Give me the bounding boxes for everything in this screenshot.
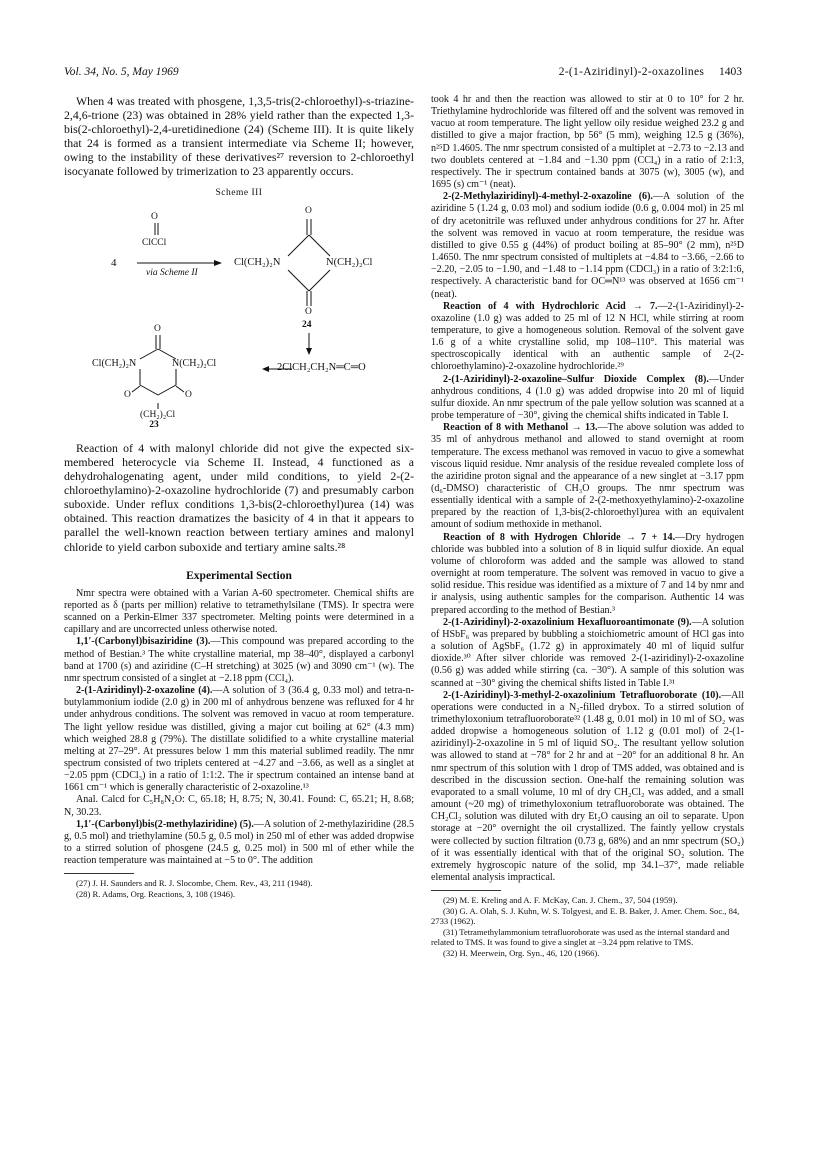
- procedure-so2-complex: [431, 374, 744, 423]
- procedure-3-heading: 1,1′-(Carbonyl)bisaziridine (3).: [76, 636, 211, 648]
- phosgene-oxygen: O: [151, 211, 158, 222]
- procedure-6-body: —A solution of the aziridine 5 (1.24 g, 0.03 mol) and sodium iodide (0.6 g, 0.004 mol) in 25 ml of dry acetonitrile was refluxed under anhydrous conditions for 27 hr. After the solvent was removed in vacuo at room temperature, the residue was distilled to give 0.55 g (44%) of product boiling at 85–90° (2 mm), n²⁵D 1.4650. The nmr spectrum consisted of multiplets at −4.84 to −3.66, −2.66 to −2.20, −2.05 to −1.90, and −1.48 to −1.14 ppm (CDCl₃) in a ratio of 3:2:1:6, respectively. A characteristic band for OC═N¹³ was observed at 1656 cm⁻¹ (neat).: [431, 191, 744, 300]
- footnote-27: (27) J. H. Saunders and R. J. Slocombe, Chem. Rev., 43, 211 (1948).: [76, 878, 313, 889]
- running-header-article-title: 2-(1-Aziridinyl)-2-oxazolines: [558, 66, 705, 78]
- uretidinedione-right-substituent: N(CH₂)₂Cl: [326, 256, 373, 268]
- procedure-methanol-heading: Reaction of 8 with Methanol → 13.: [443, 422, 598, 434]
- running-header-journal: Vol. 34, No. 5, May 1969: [64, 66, 179, 78]
- footnote-31: (31) Tetramethylammonium tetrafluoroborate was used as the internal standard and related to TMS. It was found to give a singlet at −3.24 ppm relative to TMS.: [431, 926, 730, 948]
- compound-24-label: 24: [302, 319, 312, 330]
- footnote-32: (32) H. Meerwein, Org. Syn., 46, 120 (1966).: [443, 947, 600, 958]
- intro-paragraph-2: Reaction of 4 with malonyl chloride did not give the expected six-membered heterocycle via Scheme II. Instead, 4 functioned as a dehydrohalogenating agent, under mild conditions, to yield 2-(2-chloroethylamino)-2-oxazoline hydrochloride (7) and presumably carbon suboxide. Under reflux conditions 1,3-bis(2-chloroethyl)urea (14) was obtained. This reaction dramatizes the basicity of 4 in that it appears to parallel the well-known reaction between tertiary amines and malonyl chloride to yield carbon suboxide and tertiary amine salts.²⁸: [64, 440, 414, 554]
- procedure-compound-3: [64, 636, 414, 685]
- procedure-4-heading: 2-(1-Aziridinyl)-2-oxazoline (4).: [76, 685, 213, 697]
- procedure-9-heading: 2-(1-Aziridinyl)-2-oxazolinium Hexafluoroantimonate (9).: [443, 616, 692, 628]
- procedure-compound-4: [64, 685, 414, 794]
- procedure-5-body: —A solution of 2-methylaziridine (28.5 g, 0.5 mol) and triethylamine (50.5 g, 0.5 mol) in 250 ml of ether was added dropwise to a stirred solution of phosgene (24.5 g, 0.25 mol) in 500 ml of ether while the reaction temperature was maintained at −5 to 0°. The addition: [64, 818, 414, 867]
- footnote-rule-left: [64, 873, 134, 874]
- page-number: 1403: [719, 66, 742, 78]
- isocyanate-label: 2ClCH₂CH₂N═C═O: [277, 361, 366, 373]
- uretidinedione-oxygen-top: O: [305, 205, 312, 216]
- scheme-iii-diagram: [64, 203, 414, 420]
- triazine-oxygen-right: O: [185, 389, 192, 400]
- uretidinedione-oxygen-bottom: O: [305, 306, 312, 317]
- procedure-hcl-heading: Reaction of 4 with Hydrochloric Acid → 7.: [443, 300, 658, 312]
- procedure-10-heading: 2-(1-Aziridinyl)-3-methyl-2-oxazolinium Tetrafluoroborate (10).: [443, 689, 722, 701]
- procedure-6-heading: 2-(2-Methylaziridinyl)-4-methyl-2-oxazoline (6).: [443, 191, 653, 203]
- procedure-5-heading: 1,1′-(Carbonyl)bis(2-methylaziridine) (5).: [76, 818, 254, 830]
- phosgene-reagent: ClCCl: [142, 237, 167, 248]
- footnote-29: (29) M. E. Kreling and A. F. McKay, Can. J. Chem., 37, 504 (1959).: [443, 895, 678, 906]
- elemental-analysis: Anal. Calcd for C₅H₈N₂O: C, 65.18; H, 8.75; N, 30.41. Found: C, 65.21; H, 8.68; N, 30.23.: [64, 794, 414, 818]
- uretidinedione-left-substituent: Cl(CH₂)₂N: [234, 256, 281, 268]
- scheme-title: Scheme III: [215, 187, 263, 198]
- running-header-title: [559, 66, 742, 78]
- triazine-oxygen-left: O: [124, 389, 131, 400]
- procedure-9-body: —A solution of HSbF₆ was prepared by bubbling a stoichiometric amount of HCl gas into a solution of AgSbF₆ (1.72 g) in approximately 40 ml of liquid sulfur dioxide.³⁰ After silver chloride was removed 2-(1-aziridinyl)-2-oxazoline (0.56 g) was added while stirring (ca. −30°). A sample of this solution was scanned at −30° giving the chemical shifts listed in Table I.³¹: [431, 616, 744, 689]
- triazine-oxygen-top: O: [154, 323, 161, 334]
- procedure-compound-10: [431, 690, 744, 885]
- procedure-methanol-body: —The above solution was added to 35 ml of anhydrous methanol and allowed to stand overnight at room temperature. The excess methanol was removed in vacuo to give a somewhat viscous liquid residue. Nmr analysis of the residue revealed complete loss of the aziridine proton signal and the appearance of a new singlet at −3.17 ppm (d₆-DMSO) characteristic of CH₃O groups. The nmr spectrum was essentially identical with a sample of 2-(2-methoxyethylamino)-2-oxazoline prepared by the reaction of 1,3-bis(2-chloroethyl)urea with an equivalent amount of sodium methoxide in methanol.: [431, 422, 744, 531]
- footnote-rule-right: [431, 890, 501, 891]
- via-scheme-ii: via Scheme II: [146, 267, 198, 278]
- intro-paragraph-1: When 4 was treated with phosgene, 1,3,5-tris(2-chloroethyl)-s-triazine-2,4,6-trione (23) was obtained in 28% yield rather than the expected 1,3-bis(2-chloroethyl)-2,4-uretidinedione (24) (Scheme III). It is quite likely that 24 is formed as a transient intermediate via Scheme II; however, owing to the instability of these derivatives²⁷ reversion to 2-chloroethyl isocyanate followed by trimerization to 23 apparently occurs.: [64, 94, 414, 179]
- experimental-section-title: Experimental Section: [186, 569, 292, 582]
- procedure-5-continued: took 4 hr and then the reaction was allowed to stir at 0 to 10° for 2 hr. Triethylamine hydrochloride was filtered off and the solvent was removed in vacuo at room temperature. The light yellow oily residue weighed 23.2 g and distilled to give a major fraction, bp 56° (5 mm), weighing 12.5 g (36%), n²⁵D 1.4605. The nmr spectrum consisted of a multiplet at −2.73 to −2.13 and two doublets centered at −1.84 and −1.30 ppm (CCl₄) in a ratio of 2:1:3, respectively. The ir spectrum contained bands at 3075 (w), 3005 (w), and 1695 (s) cm⁻¹ (neat).: [431, 94, 744, 191]
- procedure-compound-5: [64, 819, 414, 868]
- compound-23-wrap: [64, 419, 414, 431]
- procedure-so2-heading: 2-(1-Aziridinyl)-2-oxazoline–Sulfur Dioxide Complex (8).: [443, 373, 709, 385]
- procedure-hcl-reaction: [431, 301, 744, 374]
- procedure-compound-9: [431, 617, 744, 690]
- experimental-intro: Nmr spectra were obtained with a Varian A-60 spectrometer. Chemical shifts are reported as δ (parts per million) relative to tetramethylsilane (TMS). Ir spectra were scanned on a Perkin-Elmer 337 spectrometer. Melting points were determined in a capillary and are uncorrected unless otherwise noted.: [64, 587, 414, 636]
- triazine-right-substituent: N(CH₂)₂Cl: [172, 357, 217, 369]
- procedure-4-body: —A solution of 3 (36.4 g, 0.33 mol) and tetra-n-butylammonium iodide (2.0 g) in 200 ml of anhydrous benzene was refluxed for 4 hr under anhydrous conditions. The solvent was removed in vacuo at room temperature. The light yellow residue was distilled, giving a major cut boiling at 62° (4.3 mm) which weighed 28.8 g (79%). The distillate solidified to a white crystalline material melting at 27–29°. At pressures below 1 mm this material sublimed readily. The nmr spectrum consisted of two triplets centered at −4.27 and −3.66, as well as a singlet at −2.05 ppm (CDCl₃) in a ratio of 1:1:2. The ir spectrum contained an intense band at 1661 cm⁻¹ which is generally characteristic of 2-oxazoline.¹³: [64, 685, 414, 794]
- procedure-hydrogen-chloride-heading: Reaction of 8 with Hydrogen Chloride → 7 + 14.: [443, 531, 676, 543]
- procedure-3-body: —This compound was prepared according to the method of Bestian.³ The white crystalline material, mp 38–40°, displayed a carbonyl band at 1700 (s) and aziridine (C–H stretching) at 3025 (w) and 3090 cm⁻¹ (w). The nmr spectrum consisted of a singlet at −2.18 ppm (CCl₄).: [64, 636, 414, 684]
- procedure-hydrogen-chloride: [431, 532, 744, 617]
- triazine-left-substituent: Cl(CH₂)₂N: [92, 357, 137, 369]
- procedure-so2-body: —Under anhydrous conditions, 4 (1.0 g) was added dropwise into 20 ml of liquid sulfur dioxide. An nmr spectrum of the pale yellow solution was scanned at a probe temperature of −30°, giving the chemical shifts indicated in Table I.: [431, 373, 744, 422]
- compound-23-label: 23: [149, 419, 159, 430]
- procedure-methanol-reaction: [431, 422, 744, 531]
- right-column: [431, 94, 744, 958]
- triazine-bottom-substituent: (CH₂)₂Cl: [140, 409, 176, 420]
- footnote-30: (30) G. A. Olah, S. J. Kuhn, W. S. Tolgyesi, and E. B. Baker, J. Amer. Chem. Soc., 84, 2733 (1962).: [431, 905, 740, 927]
- procedure-10-body: —All operations were conducted in a N₂-filled drybox. To a stirred solution of trimethyloxonium tetrafluoroborate³² (1.48 g, 0.01 mol) in 10 ml of SO₂ was added dropwise a homogeneous solution of 1.12 g (0.01 mol) of 2-(1-aziridinyl)-2-oxazoline in 5 ml of liquid SO₂. The resultant yellow solution was allowed to stand at −78° for 2 hr and at −20° for an additional 8 hr. An nmr spectrum of this solution with 1 drop of TMS added, was obtained and is described in the discussion section. One-half the remaining solution was evaporated to a small volume, 10 ml of dry CH₂Cl₂ was added, and a small amount (~20 mg) of trimethyloxonium tetrafluoroborate was obtained. The CH₂Cl₂ solution was diluted with dry Et₂O causing an oil to separate. Upon storage at −20° overnight the oil crystallized. The faintly yellow crystals were collected by suction filtration (0.73 g, 68%) and an nmr spectrum (SO₂) of it was essentially identical with that of the original SO₂ solution. The extremely hygroscopic nature of the solid, mp 34.1–37°, made reliable elemental analysis impractical.: [431, 689, 744, 883]
- scheme-bonds: [64, 203, 414, 417]
- compound-4-label: 4: [111, 256, 117, 269]
- footnote-28: (28) R. Adams, Org. Reactions, 3, 108 (1946).: [76, 888, 236, 899]
- left-column: [64, 94, 414, 899]
- procedure-hcl-body: —2-(1-Aziridinyl)-2-oxazoline (1.0 g) was added to 25 ml of 12 N HCl, while stirring at room temperature, to give a homogeneous solution. Removal of the solvent gave 1.6 g of a white crystalline solid, mp 108–110°. This material was spectroscopically identical with an authentic sample of 2-(2-chloroethylamino)-2-oxazoline hydrochloride.²⁹: [431, 300, 744, 373]
- procedure-hydrogen-chloride-body: —Dry hydrogen chloride was bubbled into a solution of 8 in liquid sulfur dioxide. An equal volume of chloroform was added and the sample was allowed to stand overnight at room temperature. The solvent was removed in vacuo to give a solid residue. This residue was identified as a mixture of 7 and 14 by nmr and ir analysis, using authentic samples for the comparison. Authentic 14 was prepared according to the method of Bestian.³: [431, 531, 744, 616]
- procedure-compound-6: [431, 191, 744, 300]
